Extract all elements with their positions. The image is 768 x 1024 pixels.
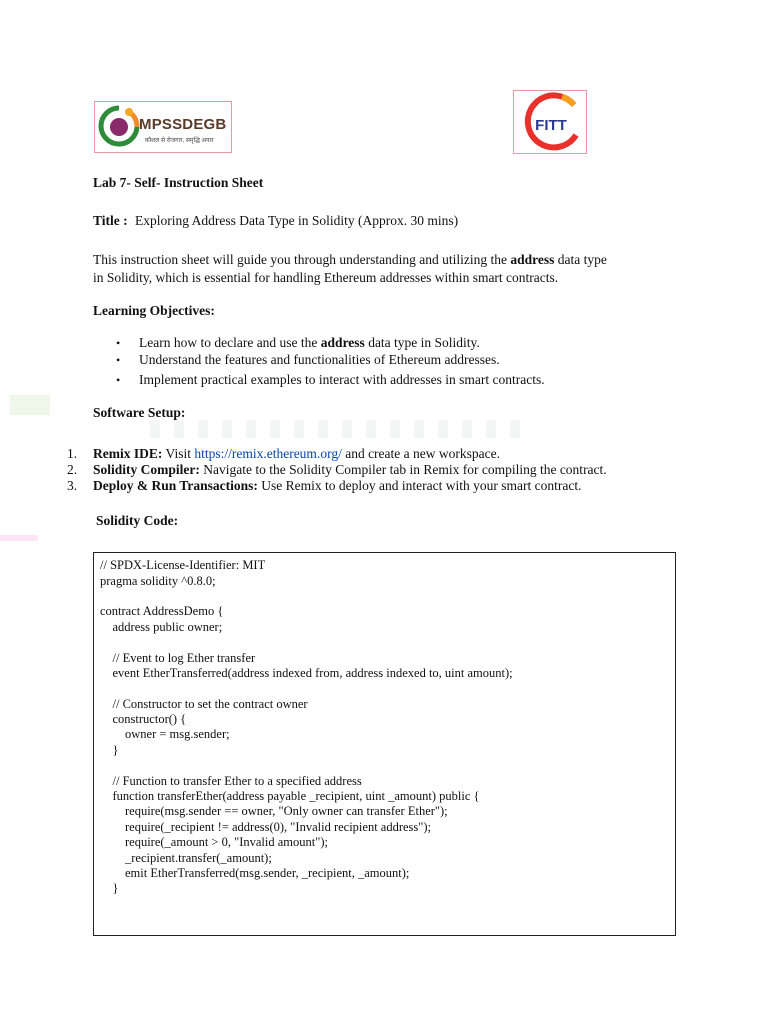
objective-1-text-a: Learn how to declare and use the xyxy=(139,335,318,350)
lab-title: Lab 7- Self- Instruction Sheet xyxy=(93,175,264,190)
title-label: Title : xyxy=(93,213,128,228)
step-2-text: Navigate to the Solidity Compiler tab in Remix for compiling the contract. xyxy=(203,462,607,477)
code-line: } xyxy=(100,881,119,895)
step-1-text-b: and create a new workspace. xyxy=(345,446,500,461)
step-1-text-a: Visit xyxy=(165,446,191,461)
code-line: event EtherTransferred(address indexed from, address indexed to, uint amount); xyxy=(100,666,513,680)
code-line: // SPDX-License-Identifier: MIT xyxy=(100,558,266,572)
mpssdegb-emblem-icon xyxy=(98,104,140,150)
watermark-left-stripe xyxy=(10,395,50,415)
title-line xyxy=(93,212,458,230)
code-line: pragma solidity ^0.8.0; xyxy=(100,574,216,588)
bullet-icon: • xyxy=(116,336,121,350)
objectives-heading: Learning Objectives: xyxy=(93,303,215,318)
mpssdegb-tagline: कौशल से रोजगार, समृद्धि अपार xyxy=(145,138,214,144)
code-line: constructor() { xyxy=(100,712,187,726)
title-text: Exploring Address Data Type in Solidity (Approx. 30 mins) xyxy=(135,213,459,228)
step-3-label: Deploy & Run Transactions: xyxy=(93,478,258,493)
remix-link[interactable]: https://remix.ethereum.org/ xyxy=(194,446,342,461)
code-line: address public owner; xyxy=(100,620,223,634)
setup-step-3 xyxy=(93,477,581,495)
watermark-text-band xyxy=(150,420,530,438)
objective-1-text-b: data type in Solidity. xyxy=(368,335,480,350)
fitt-logo-text: FITT xyxy=(535,117,567,134)
objective-1-bold: address xyxy=(320,335,365,350)
code-block xyxy=(93,552,676,936)
step-number: 3. xyxy=(67,478,78,493)
mpssdegb-logo xyxy=(94,101,232,153)
setup-heading: Software Setup: xyxy=(93,405,186,420)
step-2-label: Solidity Compiler: xyxy=(93,462,200,477)
code-line: // Function to transfer Ether to a specified address xyxy=(100,774,362,788)
intro-text-b: data type xyxy=(557,252,607,267)
code-line: _recipient.transfer(_amount); xyxy=(100,851,272,865)
code-line: // Constructor to set the contract owner xyxy=(100,697,308,711)
code-line: function transferEther(address payable _recipient, uint _amount) public { xyxy=(100,789,480,803)
bullet-icon: • xyxy=(116,373,121,387)
code-line: require(_amount > 0, "Invalid amount"); xyxy=(100,835,328,849)
code-line: contract AddressDemo { xyxy=(100,604,224,618)
code-line: require(_recipient != address(0), "Invalid recipient address"); xyxy=(100,820,432,834)
watermark-pink-stripe xyxy=(0,535,38,541)
objective-item-1 xyxy=(139,334,480,352)
code-line: emit EtherTransferred(msg.sender, _recipient, _amount); xyxy=(100,866,410,880)
intro-text-a: This instruction sheet will guide you through understanding and utilizing the xyxy=(93,252,507,267)
code-line: require(msg.sender == owner, "Only owner can transfer Ether"); xyxy=(100,804,448,818)
bullet-icon: • xyxy=(116,353,121,367)
code-line: // Event to log Ether transfer xyxy=(100,651,256,665)
code-line: owner = msg.sender; xyxy=(100,727,230,741)
step-number: 2. xyxy=(67,462,78,477)
code-line: } xyxy=(100,743,119,757)
intro-bold-address: address xyxy=(510,252,555,267)
intro-line-2: in Solidity, which is essential for handling Ethereum addresses within smart contracts. xyxy=(93,270,559,285)
intro-line-1 xyxy=(93,251,607,269)
code-heading: Solidity Code: xyxy=(96,513,179,528)
mpssdegb-logo-text: MPSSDEGB xyxy=(139,116,227,133)
objective-item-2: Understand the features and functionalities of Ethereum addresses. xyxy=(139,352,500,367)
step-3-text: Use Remix to deploy and interact with your smart contract. xyxy=(261,478,582,493)
step-number: 1. xyxy=(67,446,78,461)
objective-item-3: Implement practical examples to interact with addresses in smart contracts. xyxy=(139,372,545,387)
step-1-label: Remix IDE: xyxy=(93,446,163,461)
fitt-logo xyxy=(513,90,587,154)
